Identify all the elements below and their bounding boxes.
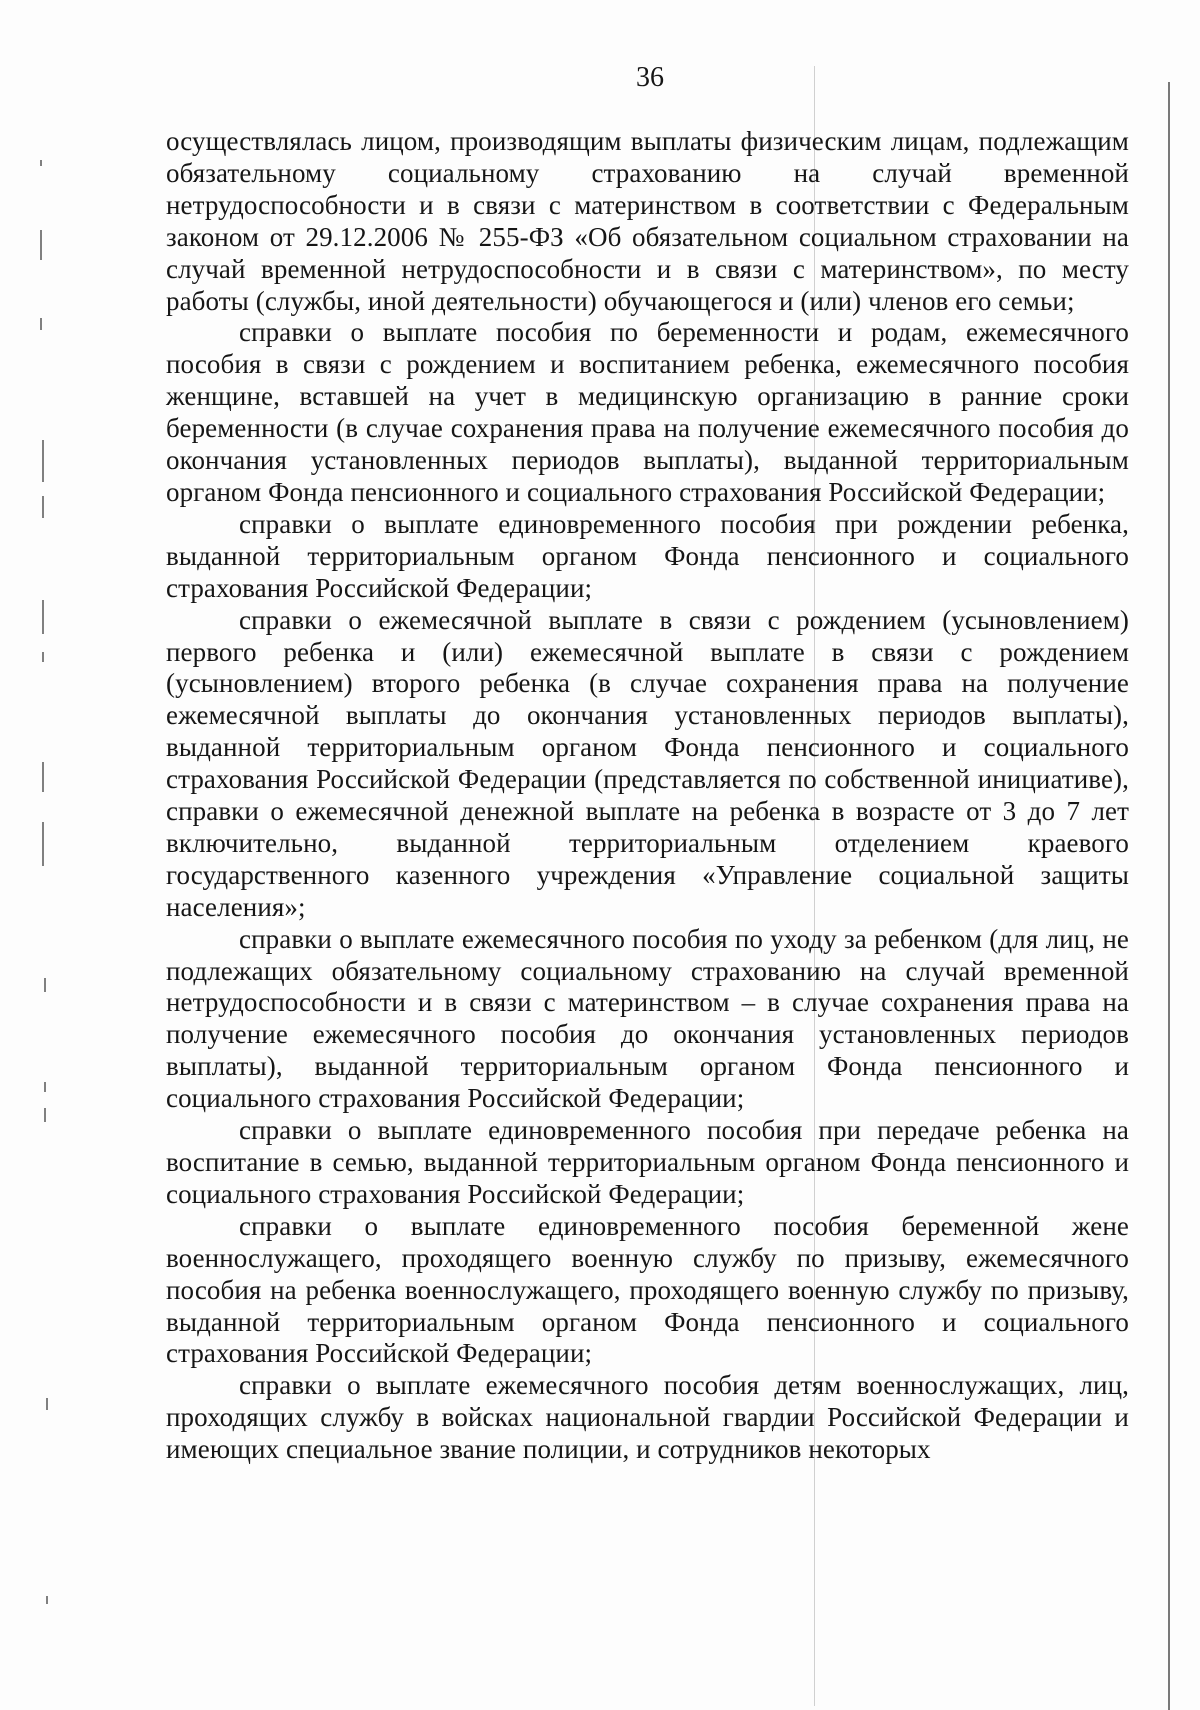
scan-margin-mark bbox=[44, 1082, 46, 1092]
scan-margin-mark bbox=[44, 978, 46, 992]
document-body bbox=[166, 126, 1129, 1466]
scan-margin-mark bbox=[40, 230, 42, 260]
scan-margin-mark bbox=[40, 160, 42, 166]
scan-margin-mark bbox=[42, 600, 44, 634]
scan-margin-mark bbox=[44, 1108, 46, 1122]
paragraph-monthly-payment: справки о ежемесячной выплате в связи с рождением (усыновлением) первого ребенка и (или) ежемесячной выплате в связи с рождением (усыновлением) второго ребенка (в случае сохранения права на получение ежемесячной выплаты до окончания установленных периодов выплаты), выданной территориальным органом Фонда пенсионного и социального страхования Российской Федерации (представляется по собственной инициативе), справки о ежемесячной денежной выплате на ребенка в возрасте от 3 до 7 лет включительно, выданной территориальным отделением краевого государственного казенного учреждения «Управление социальной защиты населения»; bbox=[166, 604, 1129, 922]
paragraph-birth-allowance: справки о выплате единовременного пособия при рождении ребенка, выданной территориальным органом Фонда пенсионного и социального страхования Российской Федерации; bbox=[166, 508, 1129, 603]
scan-edge-line bbox=[1168, 82, 1170, 1710]
scan-margin-mark bbox=[42, 762, 44, 792]
scan-margin-mark bbox=[42, 652, 44, 662]
paragraph-continuation: осуществлялась лицом, производящим выплаты физическим лицам, подлежащим обязательному социальному страхованию на случай временной нетрудоспособности и в связи с материнством в соответствии с Федеральным законом от 29.12.2006 № 255-ФЗ «Об обязательном социальном страховании на случай временной нетрудоспособности и в связи с материнством», по месту работы (службы, иной деятельности) обучающегося и (или) членов его семьи; bbox=[166, 126, 1129, 316]
paragraph-adoption-allowance: справки о выплате единовременного пособия при передаче ребенка на воспитание в семью, выданной территориальным органом Фонда пенсионного и социального страхования Российской Федерации; bbox=[166, 1115, 1129, 1209]
scan-margin-mark bbox=[46, 1596, 48, 1604]
scan-margin-mark bbox=[40, 318, 42, 330]
scan-margin-mark bbox=[42, 440, 44, 482]
paragraph-military-children: справки о выплате ежемесячного пособия детям военнослужащих, лиц, проходящих службу в войсках национальной гвардии Российской Федерации и имеющих специальное звание полиции, и сотрудников некоторых bbox=[166, 1370, 1129, 1465]
scan-margin-mark bbox=[46, 1398, 48, 1410]
page-number: 36 bbox=[636, 62, 664, 93]
paragraph-military-spouse: справки о выплате единовременного пособия беременной жене военнослужащего, проходящего военную службу по призыву, ежемесячного пособия на ребенка военнослужащего, проходящего военную службу по призыву, выданной территориальным органом Фонда пенсионного и социального страхования Российской Федерации; bbox=[166, 1210, 1129, 1369]
paragraph-maternity-benefit: справки о выплате пособия по беременности и родам, ежемесячного пособия в связи с рождением и воспитанием ребенка, ежемесячного пособия женщине, вставшей на учет в медицинскую организацию в ранние сроки беременности (в случае сохранения права на получение ежемесячного пособия до окончания установленных периодов выплаты), выданной территориальным органом Фонда пенсионного и социального страхования Российской Федерации; bbox=[166, 317, 1129, 507]
paragraph-childcare-benefit: справки о выплате ежемесячного пособия по уходу за ребенком (для лиц, не подлежащих обязательному социальному страхованию на случай временной нетрудоспособности и в связи с материнством – в случае сохранения права на получение ежемесячного пособия до окончания установленных периодов выплаты), выданной территориальным органом Фонда пенсионного и социального страхования Российской Федерации; bbox=[166, 923, 1129, 1114]
scan-margin-mark bbox=[42, 822, 44, 866]
scan-margin-mark bbox=[42, 496, 44, 518]
